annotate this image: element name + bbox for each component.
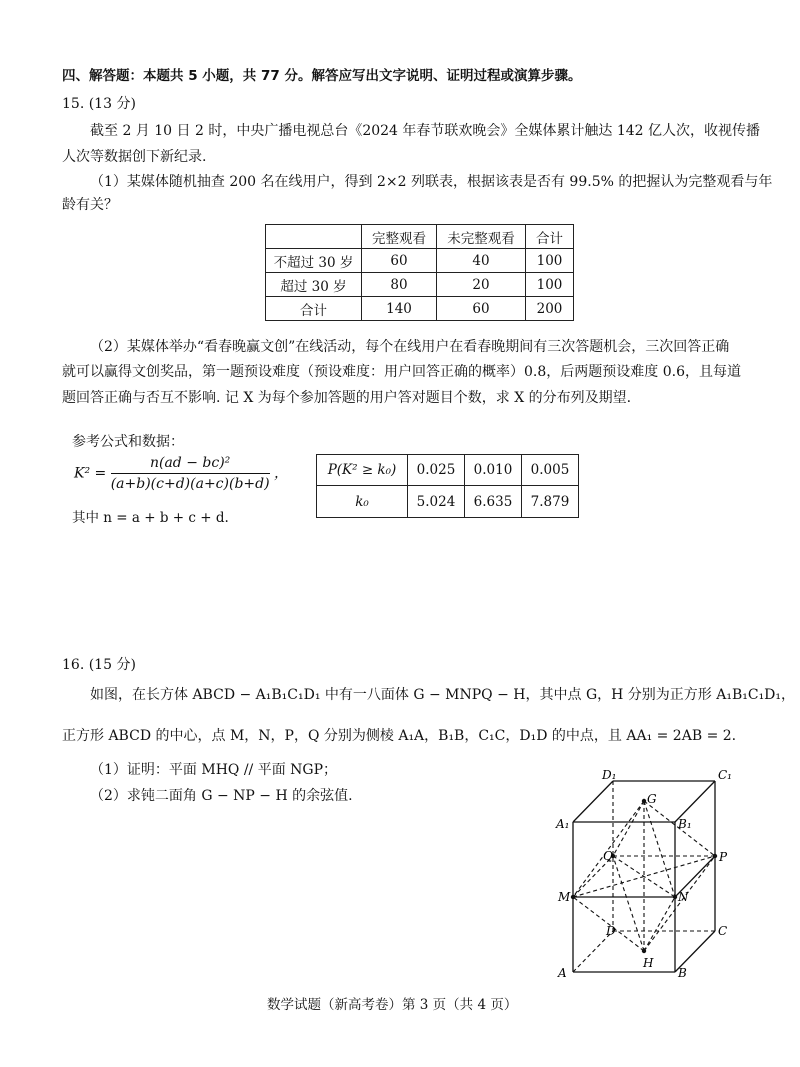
table-cell: 7.879 — [522, 486, 579, 518]
table-cell: 合计 — [526, 225, 574, 249]
table-cell: 0.025 — [408, 455, 465, 486]
label-A1: A₁ — [556, 817, 570, 831]
q15-number: 15. (13 分) — [62, 96, 136, 112]
cuboid-octahedron-figure — [550, 768, 740, 983]
table-cell: 0.010 — [465, 455, 522, 486]
table-cell: 0.005 — [522, 455, 579, 486]
label-D1: D₁ — [602, 768, 617, 782]
contingency-table — [265, 224, 574, 321]
table-row — [317, 486, 579, 518]
q15-intro-line2: 人次等数据创下新纪录. — [62, 149, 207, 165]
formula-lhs: K² = — [74, 465, 107, 482]
table-cell: 140 — [362, 297, 437, 321]
formula-tail: ， — [274, 465, 289, 482]
label-P: P — [719, 850, 728, 864]
table-cell — [266, 225, 362, 249]
q15-part1-line1: （1）某媒体随机抽查 200 名在线用户，得到 2×2 列联表，根据该表是否有 99.5% 的把握认为完整观看与年 — [90, 174, 773, 190]
formula-numerator: n(ad − bc)² — [111, 455, 270, 474]
label-M: M — [558, 890, 571, 904]
label-C1: C₁ — [718, 768, 732, 782]
q15-part2-line1: （2）某媒体举办“看春晚赢文创”在线活动，每个在线用户在看春晚期间有三次答题机会，三次回答正确 — [90, 339, 730, 355]
table-cell: 80 — [362, 273, 437, 297]
label-A: A — [558, 966, 567, 980]
q16-number: 16. (15 分) — [62, 657, 136, 673]
label-D: D — [606, 924, 616, 938]
q15-intro-line1: 截至 2 月 10 日 2 时，中央广播电视总台《2024 年春节联欢晚会》全媒体累计触达 142 亿人次，收视传播 — [90, 123, 761, 139]
q16-line1: 如图，在长方体 ABCD − A₁B₁C₁D₁ 中有一八面体 G − MNPQ − H，其中点 G，H 分别为正方形 A₁B₁C₁D₁， — [90, 687, 796, 703]
table-row — [266, 297, 574, 321]
table-cell: P(K² ≥ k₀) — [317, 455, 408, 486]
table-cell: 未完整观看 — [437, 225, 526, 249]
q16-part2: （2）求钝二面角 G − NP − H 的余弦值. — [90, 788, 353, 804]
table-row — [266, 273, 574, 297]
table-header-row — [266, 225, 574, 249]
table-cell: 完整观看 — [362, 225, 437, 249]
table-cell: 60 — [362, 249, 437, 273]
chi-square-formula — [74, 455, 288, 492]
formula-denominator: (a+b)(c+d)(a+c)(b+d) — [110, 476, 270, 492]
q15-part2-line2: 就可以赢得文创奖品，第一题预设难度（预设难度：用户回答正确的概率）0.8，后两题预设难度 0.6，且每道 — [62, 364, 741, 380]
table-cell: 40 — [437, 249, 526, 273]
q15-part2-line3: 题回答正确与否互不影响. 记 X 为每个参加答题的用户答对题目个数，求 X 的分布列及期望. — [62, 390, 632, 406]
table-cell: 100 — [526, 249, 574, 273]
reference-title: 参考公式和数据： — [72, 434, 184, 450]
label-B1: B₁ — [678, 817, 692, 831]
label-C: C — [718, 924, 728, 938]
table-row — [317, 455, 579, 486]
table-cell: 不超过 30 岁 — [266, 249, 362, 273]
formula-where: 其中 n = a + b + c + d. — [72, 510, 229, 526]
label-G: G — [647, 792, 657, 806]
label-N: N — [678, 890, 689, 904]
table-cell: k₀ — [317, 486, 408, 518]
page-footer: 数学试题（新高考卷）第 3 页（共 4 页） — [267, 997, 518, 1013]
section-heading: 四、解答题：本题共 5 小题，共 77 分。解答应写出文字说明、证明过程或演算步骤。 — [62, 68, 582, 84]
label-B: B — [678, 966, 687, 980]
table-cell: 60 — [437, 297, 526, 321]
q16-part1: （1）证明：平面 MHQ // 平面 NGP； — [90, 762, 338, 778]
table-cell: 20 — [437, 273, 526, 297]
table-cell: 6.635 — [465, 486, 522, 518]
formula-fraction — [111, 455, 270, 492]
table-cell: 5.024 — [408, 486, 465, 518]
table-cell: 100 — [526, 273, 574, 297]
label-Q: Q — [603, 849, 613, 863]
q16-line2: 正方形 ABCD 的中心，点 M，N，P，Q 分别为侧棱 A₁A，B₁B，C₁C，D₁D 的中点，且 AA₁ = 2AB = 2. — [62, 728, 737, 744]
table-cell: 合计 — [266, 297, 362, 321]
label-H: H — [643, 956, 654, 970]
table-cell: 200 — [526, 297, 574, 321]
q15-part1-line2: 龄有关？ — [62, 197, 118, 213]
table-row — [266, 249, 574, 273]
critical-value-table — [316, 454, 579, 518]
table-cell: 超过 30 岁 — [266, 273, 362, 297]
